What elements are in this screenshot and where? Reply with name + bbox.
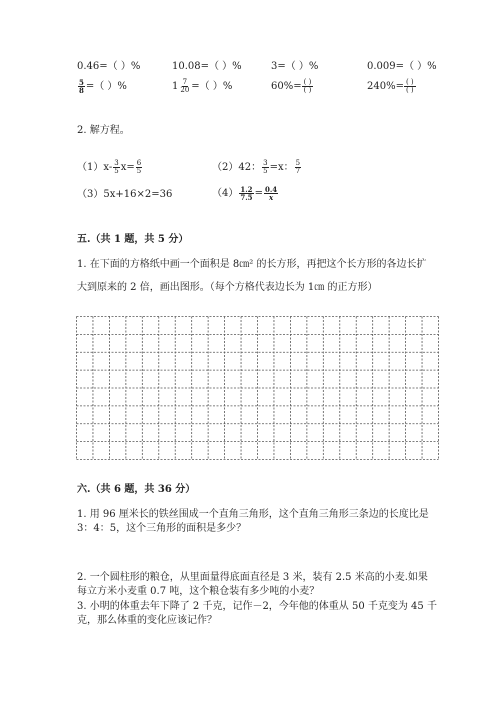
section-6-heading: 六.（共 6 题，共 36 分） [77, 484, 196, 495]
conversion-1-7-20: 1 $\frac{7}{20}$ =（ ）% [172, 78, 233, 94]
equation-3: （3）5x+16×2=36 [77, 189, 173, 200]
section-6-q1-line-2: 3：4：5，这个三角形的面积是多少？ [77, 523, 247, 534]
conversion-5-8: $\frac{5}{8}$ =（ ）% [79, 78, 127, 95]
conversion-0.009: 0.009=（ ）% [367, 61, 437, 72]
fraction-7-20: $\frac{7}{20}$ [180, 78, 190, 94]
equation-1: （1）x- $\frac{3}{5}$ x= $\frac{6}{5}$ [77, 159, 142, 175]
blank-fraction: $\frac{( )}{( )}$ [303, 78, 312, 94]
conversion-10.08: 10.08=（ ）% [172, 61, 242, 72]
section-6-q1-line-1: 1. 用 96 厘米长的铁丝围成一个直角三角形，这个直角三角形三条边的长度比是 [77, 509, 429, 520]
fraction-5-8: $\frac{5}{8}$ [79, 78, 84, 95]
section-6-q2-line-1: 2. 一个圆柱形的粮仓，从里面量得底面直径是 3 米，装有 2.5 米高的小麦.如果 [77, 572, 428, 583]
section-5-question-line-2: 大到原来的 2 倍，画出图形。（每个方格代表边长为 1㎝ 的正方形） [77, 282, 378, 293]
conversion-60-percent: 60%= $\frac{( )}{( )}$ [271, 78, 312, 94]
square-grid-paper[interactable] [76, 316, 439, 460]
section-6-q3-line-2: 克，那么体重的变化应该记作？ [77, 615, 217, 626]
section-5-heading: 五.（共 1 题，共 5 分） [77, 234, 189, 245]
section-6-q3-line-1: 3. 小明的体重去年下降了 2 千克，记作－2，今年他的体重从 50 千克变为 45 千 [77, 601, 437, 612]
conversion-240-percent: 240%= $\frac{( )}{( )}$ [367, 78, 414, 94]
equation-4: （4） $\frac{1.2}{7.5}$ = $\frac{0.4}{x}$ [212, 185, 278, 202]
conversion-0.46: 0.46=（ ）% [77, 61, 141, 72]
section-5-question-line-1: 1. 在下面的方格纸中画一个面积是 8㎝² 的长方形，再把这个长方形的各边长扩 [77, 259, 427, 270]
blank-fraction: $\frac{( )}{( )}$ [405, 78, 414, 94]
equation-2: （2）42： $\frac{3}{5}$ =x： $\frac{5}{7}$ [212, 159, 301, 175]
equations-heading: 2. 解方程。 [77, 125, 130, 136]
conversion-3: 3=（ ）% [271, 61, 319, 72]
section-6-q2-line-2: 每立方米小麦重 0.7 吨，这个粮仓装有多少吨的小麦？ [77, 586, 320, 597]
